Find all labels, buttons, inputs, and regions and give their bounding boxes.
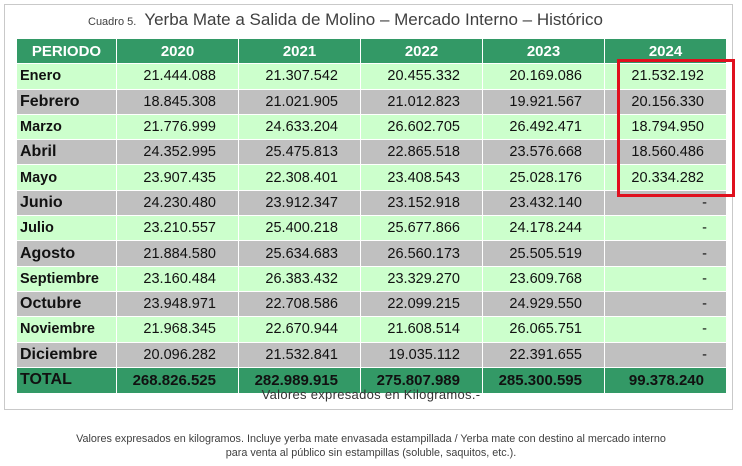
row-month-label: Mayo [17,165,117,190]
row-value-cell: - [605,190,727,215]
row-value-cell: 23.160.484 [117,266,239,291]
row-value-cell: 24.352.995 [117,140,239,165]
table-row [17,317,727,342]
row-month-label: Noviembre [17,317,117,342]
row-value-cell: 25.475.813 [239,140,361,165]
row-value-cell: 21.608.514 [361,317,483,342]
row-value-cell: 21.776.999 [117,114,239,139]
table-row [17,89,727,114]
row-value-cell: 23.609.768 [483,266,605,291]
row-value-cell: 20.455.332 [361,64,483,89]
header-2024: 2024 [605,39,727,64]
row-value-cell: 20.334.282 [605,165,727,190]
header-2021: 2021 [239,39,361,64]
table-row [17,64,727,89]
caption-label: Cuadro 5. [88,16,137,28]
row-month-label: Septiembre [17,266,117,291]
row-value-cell: 25.400.218 [239,216,361,241]
header-periodo: PERIODO [17,39,117,64]
row-value-cell: 26.383.432 [239,266,361,291]
table-row [17,241,727,266]
row-value-cell: - [605,291,727,316]
row-value-cell: 24.929.550 [483,291,605,316]
row-value-cell: 21.012.823 [361,89,483,114]
row-value-cell: 20.169.086 [483,64,605,89]
row-value-cell: 22.391.655 [483,342,605,367]
row-value-cell: 21.532.192 [605,64,727,89]
row-value-cell: 20.156.330 [605,89,727,114]
footnote-line-1: Valores expresados en kilogramos. Incluye yerba mate envasada estampillada / Yerba mate con destino al mercado interno [76,433,666,445]
row-value-cell: 19.921.567 [483,89,605,114]
row-value-cell: 25.634.683 [239,241,361,266]
table-caption [88,10,603,30]
row-value-cell: 23.907.435 [117,165,239,190]
table-row [17,190,727,215]
total-value-cell: 99.378.240 [605,367,727,393]
row-value-cell: 18.560.486 [605,140,727,165]
row-value-cell: 18.845.308 [117,89,239,114]
table-row [17,342,727,367]
row-value-cell: - [605,342,727,367]
row-value-cell: 22.308.401 [239,165,361,190]
row-value-cell: 21.968.345 [117,317,239,342]
row-value-cell: - [605,266,727,291]
row-value-cell: 22.708.586 [239,291,361,316]
row-value-cell: 23.576.668 [483,140,605,165]
row-month-label: Marzo [17,114,117,139]
footnote [10,432,732,460]
header-2023: 2023 [483,39,605,64]
table-row [17,291,727,316]
table-row [17,165,727,190]
row-value-cell: 18.794.950 [605,114,727,139]
row-month-label: Febrero [17,89,117,114]
row-value-cell: 23.408.543 [361,165,483,190]
row-value-cell: 23.210.557 [117,216,239,241]
row-value-cell: 22.099.215 [361,291,483,316]
row-value-cell: 21.532.841 [239,342,361,367]
row-value-cell: 22.865.518 [361,140,483,165]
row-month-label: Octubre [17,291,117,316]
row-value-cell: 26.492.471 [483,114,605,139]
row-value-cell: 21.884.580 [117,241,239,266]
total-value-cell: 268.826.525 [117,367,239,393]
row-value-cell: 19.035.112 [361,342,483,367]
row-value-cell: 22.670.944 [239,317,361,342]
header-2020: 2020 [117,39,239,64]
row-value-cell: 24.178.244 [483,216,605,241]
table-row [17,114,727,139]
row-value-cell: 24.230.480 [117,190,239,215]
row-value-cell: 20.096.282 [117,342,239,367]
row-value-cell: 23.948.971 [117,291,239,316]
row-month-label: Agosto [17,241,117,266]
total-value-cell: 275.807.989 [361,367,483,393]
header-row [17,39,727,64]
row-value-cell: 21.444.088 [117,64,239,89]
row-value-cell: 23.152.918 [361,190,483,215]
row-month-label: Julio [17,216,117,241]
total-label: TOTAL [17,367,117,393]
row-value-cell: 21.307.542 [239,64,361,89]
row-value-cell: 26.602.705 [361,114,483,139]
row-month-label: Enero [17,64,117,89]
total-value-cell: 285.300.595 [483,367,605,393]
row-value-cell: 21.021.905 [239,89,361,114]
row-value-cell: 25.028.176 [483,165,605,190]
table-row [17,140,727,165]
row-month-label: Junio [17,190,117,215]
row-month-label: Diciembre [17,342,117,367]
row-value-cell: 25.677.866 [361,216,483,241]
row-value-cell: 26.065.751 [483,317,605,342]
row-value-cell: 23.912.347 [239,190,361,215]
row-value-cell: - [605,241,727,266]
units-note: Valores expresados en Kilogramos.- [261,387,481,402]
row-value-cell: 26.560.173 [361,241,483,266]
row-month-label: Abril [17,140,117,165]
row-value-cell: 23.329.270 [361,266,483,291]
caption-title: Yerba Mate a Salida de Molino – Mercado Interno – Histórico [144,10,603,29]
table-row [17,216,727,241]
row-value-cell: - [605,317,727,342]
yerba-mate-table [16,38,727,394]
row-value-cell: 25.505.519 [483,241,605,266]
footnote-line-2: para venta al público sin estampillas (soluble, saquitos, etc.). [225,447,517,459]
header-2022: 2022 [361,39,483,64]
row-value-cell: 24.633.204 [239,114,361,139]
table-row [17,266,727,291]
total-value-cell: 282.989.915 [239,367,361,393]
row-value-cell: 23.432.140 [483,190,605,215]
row-value-cell: - [605,216,727,241]
